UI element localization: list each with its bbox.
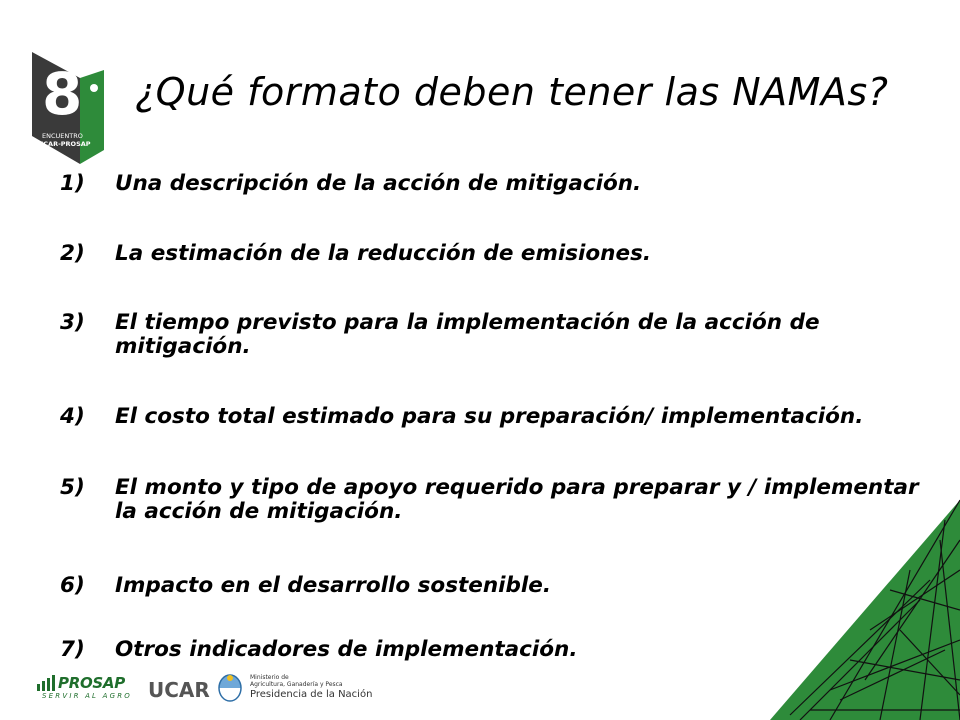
item-text: Otros indicadores de implementación.	[115, 637, 578, 662]
ministerio-line2: Agricultura, Ganadería y Pesca	[250, 680, 343, 688]
item-text: Impacto en el desarrollo sostenible.	[115, 573, 552, 598]
prosap-bars-icon	[36, 674, 58, 692]
decorative-green-corner	[770, 480, 960, 720]
national-shield-icon	[216, 673, 244, 703]
item-number: 6)	[60, 573, 85, 598]
prosap-tagline: SERVIR AL AGRO	[42, 692, 132, 700]
item-number: 7)	[60, 637, 85, 662]
item-text: El monto y tipo de apoyo requerido para preparar y / implementar la acción de mitigación.	[115, 475, 919, 524]
item-number: 5)	[60, 475, 85, 500]
item-text: Una descripción de la acción de mitigación.	[115, 171, 642, 196]
ministerio-text	[250, 675, 343, 688]
slide-title: ¿Qué formato deben tener las NAMAs?	[135, 70, 889, 114]
ministerio-line1: Ministerio de	[250, 674, 289, 681]
ucar-logo: UCAR	[148, 678, 210, 702]
encuentro-logo	[28, 52, 108, 164]
item-text: La estimación de la reducción de emisiones.	[115, 241, 652, 266]
item-number: 1)	[60, 171, 85, 196]
item-number: 3)	[60, 310, 85, 335]
svg-text:8: 8	[42, 60, 83, 128]
prosap-name: PROSAP	[58, 674, 125, 692]
presidencia-text: Presidencia de la Nación	[250, 689, 373, 700]
footer-logos	[36, 672, 373, 706]
item-number: 4)	[60, 404, 85, 429]
svg-text:ENCUENTRO: ENCUENTRO	[42, 132, 83, 140]
item-number: 2)	[60, 241, 85, 266]
item-text: El costo total estimado para su preparación/ implementación.	[115, 404, 864, 429]
svg-text:UCAR-PROSAP: UCAR-PROSAP	[38, 140, 91, 148]
ministerio-logo	[216, 673, 386, 703]
item-text: El tiempo previsto para la implementación de la acción de mitigación.	[115, 310, 820, 359]
